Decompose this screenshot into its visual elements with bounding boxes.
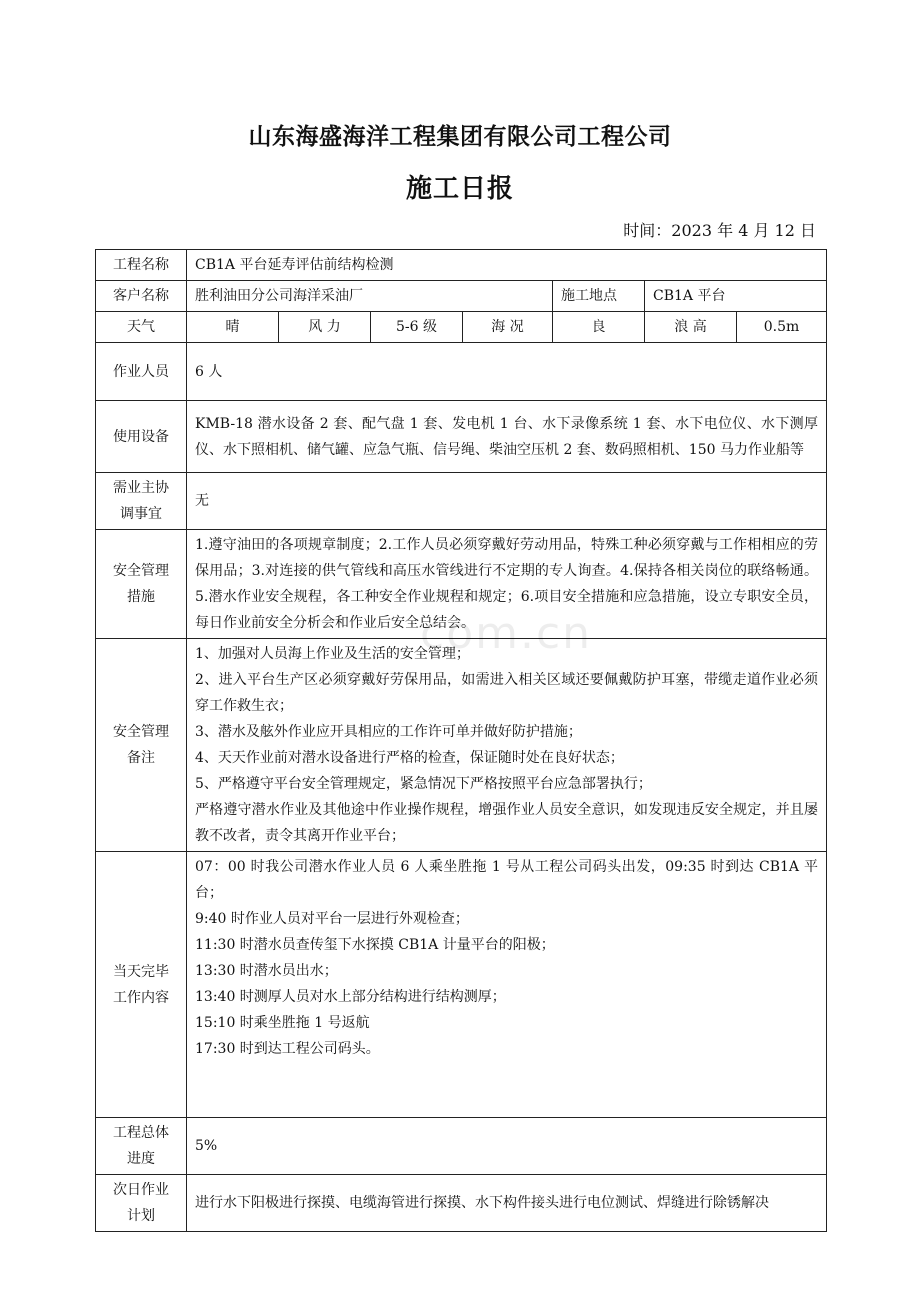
coordination-label-line-2: 调事宜 [120, 506, 162, 522]
company-name: 山东海盛海洋工程集团有限公司工程公司 [248, 124, 672, 150]
row-client [96, 281, 827, 312]
safety-notes-label-line-1: 安全管理 [113, 724, 169, 740]
wave-label: 浪 高 [645, 312, 737, 343]
safety-measures-value: 1.遵守油田的各项规章制度；2.工作人员必须穿戴好劳动用品，特殊工种必须穿戴与工作相相应的劳保用品；3.对连接的供气管线和高压水管线进行不定期的专人询查。4.保持各相关岗位的联络畅通。5.潜水作业安全规程，各工种安全作业规程和规定；6.项目安全措施和应急措施，设立专职安全员，每日作业前安全分析会和作业后安全总结会。 [187, 530, 827, 639]
row-safety-notes [96, 639, 827, 852]
safety-notes-label [96, 639, 187, 852]
safety-note-item: 5、严格遵守平台安全管理规定，紧急情况下严格按照平台应急部署执行； [195, 776, 652, 792]
personnel-label: 作业人员 [96, 343, 187, 401]
work-log-item: 9:40 时作业人员对平台一层进行外观检查； [195, 911, 469, 927]
sea-label: 海 况 [463, 312, 553, 343]
site-label: 施工地点 [553, 281, 645, 312]
row-weather [96, 312, 827, 343]
row-progress [96, 1118, 827, 1175]
work-log-item: 07：00 时我公司潜水作业人员 6 人乘坐胜拖 1 号从工程公司码头出发，09:35 时到达 CB1A 平台； [195, 859, 818, 901]
project-name-label: 工程名称 [96, 250, 187, 281]
progress-label [96, 1118, 187, 1175]
equipment-label: 使用设备 [96, 401, 187, 473]
safety-measures-label [96, 530, 187, 639]
coordination-label-line-1: 需业主协 [113, 480, 169, 496]
sea-value: 良 [553, 312, 645, 343]
next-plan-value: 进行水下阳极进行探摸、电缆海管进行探摸、水下构件接头进行电位测试、焊缝进行除锈解决 [187, 1175, 827, 1232]
personnel-value: 6 人 [187, 343, 827, 401]
row-next-plan [96, 1175, 827, 1232]
report-date: 时间：2023 年 4 月 12 日 [623, 221, 816, 240]
work-log-item: 11:30 时潜水员查传玺下水探摸 CB1A 计量平台的阳极； [195, 937, 555, 953]
client-name-value: 胜利油田分公司海洋采油厂 [187, 281, 553, 312]
next-plan-label-line-2: 计划 [127, 1208, 155, 1224]
row-project-name [96, 250, 827, 281]
next-plan-label-line-1: 次日作业 [113, 1182, 169, 1198]
weather-value: 晴 [187, 312, 279, 343]
work-done-label [96, 852, 187, 1118]
work-log-item: 13:30 时潜水员出水； [195, 963, 338, 979]
equipment-value: KMB-18 潜水设备 2 套、配气盘 1 套、发电机 1 台、水下录像系统 1 套、水下电位仪、水下测厚仪、水下照相机、储气罐、应急气瓶、信号绳、柴油空压机 2 套、数码照相机、150 马力作业船等 [187, 401, 827, 473]
work-log-item: 15:10 时乘坐胜拖 1 号返航 [195, 1015, 370, 1031]
row-personnel [96, 343, 827, 401]
next-plan-label [96, 1175, 187, 1232]
wind-label: 风 力 [279, 312, 371, 343]
work-done-value [187, 852, 827, 1118]
progress-label-line-2: 进度 [127, 1151, 155, 1167]
progress-label-line-1: 工程总体 [113, 1125, 169, 1141]
coordination-value: 无 [187, 473, 827, 530]
safety-note-item: 3、潜水及舷外作业应开具相应的工作许可单并做好防护措施； [195, 724, 582, 740]
wave-value: 0.5m [737, 312, 827, 343]
site-value: CB1A 平台 [645, 281, 827, 312]
wind-value: 5-6 级 [371, 312, 463, 343]
work-done-label-line-2: 工作内容 [113, 989, 169, 1006]
safety-notes-label-line-2: 备注 [127, 750, 155, 766]
safety-notes-value [187, 639, 827, 852]
daily-report-table [95, 249, 827, 1232]
safety-note-item: 2、进入平台生产区必须穿戴好劳保用品，如需进入相关区域还要佩戴防护耳塞，带缆走道作业必须穿工作救生衣； [195, 672, 818, 714]
row-work-done [96, 852, 827, 1118]
row-equipment [96, 401, 827, 473]
watermark: com.cn [420, 608, 593, 659]
safety-measures-label-line-1: 安全管理 [113, 563, 169, 579]
safety-note-item: 4、天天作业前对潜水设备进行严格的检查，保证随时处在良好状态； [195, 750, 624, 766]
coordination-label [96, 473, 187, 530]
safety-note-item: 1、加强对人员海上作业及生活的安全管理； [195, 646, 470, 662]
row-coordination [96, 473, 827, 530]
project-name-value: CB1A 平台延寿评估前结构检测 [187, 250, 827, 281]
report-title: 施工日报 [405, 174, 514, 204]
weather-label: 天气 [96, 312, 187, 343]
client-name-label: 客户名称 [96, 281, 187, 312]
safety-note-item: 严格遵守潜水作业及其他途中作业操作规程，增强作业人员安全意识，如发现违反安全规定，并且屡教不改者，责令其离开作业平台； [195, 802, 818, 844]
progress-value: 5% [187, 1118, 827, 1175]
work-done-label-line-1: 当天完毕 [113, 963, 169, 980]
safety-measures-label-line-2: 措施 [127, 589, 155, 605]
work-log-item: 13:40 时测厚人员对水上部分结构进行结构测厚； [195, 989, 506, 1005]
work-log-item: 17:30 时到达工程公司码头。 [195, 1041, 380, 1057]
